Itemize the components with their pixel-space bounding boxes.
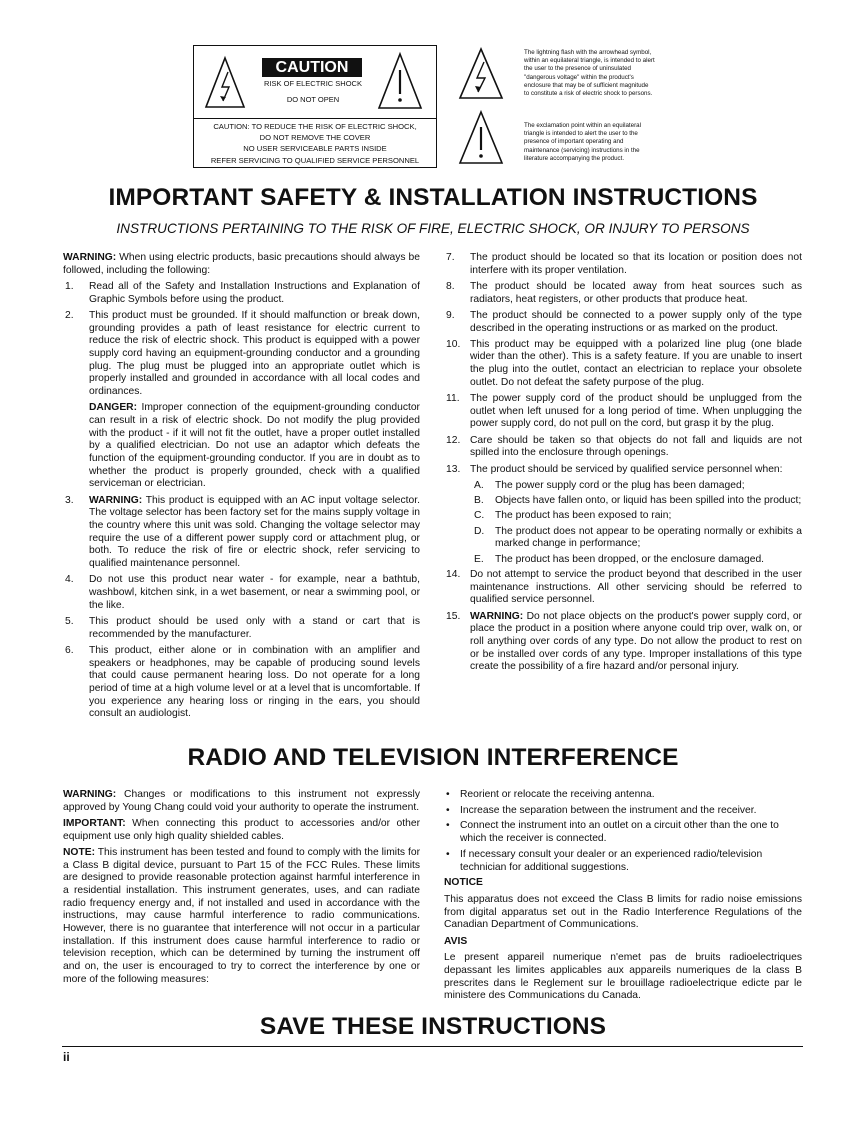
lightning-symbol-description: [524, 49, 684, 98]
safety-left-column: [63, 252, 420, 725]
safety-item: 15. WARNING: Do not place objects on the product's power supply cord, or place the product in a position where anyone could trip over, walk on, or roll anything over cords of any type. Do not allow the product to rest on or be installed over cords of any type. Improper installations of this type create the possibility of a fire hazard and/or personal injury.: [446, 610, 802, 673]
caution-label-top: [194, 46, 436, 119]
lightning-warning-icon: [203, 54, 247, 110]
main-heading: IMPORTANT SAFETY & INSTALLATION INSTRUCTIONS: [108, 184, 758, 211]
avis-text: Le present appareil numerique n'emet pas de bruits radioelectriques depassant les limites applicables aux appareils numeriques de la class B prescrites dans le Reglement sur le brouillage radioelectrique edicte par le ministere des Communications du Canada.: [444, 952, 802, 1002]
symbol-text-line: The lightning flash with the arrowhead symbol,: [524, 49, 652, 56]
exclamation-symbol-icon: [457, 109, 505, 167]
safety-item: 13. The product should be serviced by qualified service personnel when:: [446, 463, 783, 475]
caution-line: REFER SERVICING TO QUALIFIED SERVICE PERSONNEL: [210, 155, 420, 165]
caution-sub-risk: RISK OF ELECTRIC SHOCK: [264, 79, 362, 88]
safety-item: 1. Read all of the Safety and Installation Instructions and Explanation of Graphic Symbols before using the product.: [65, 280, 420, 305]
exclamation-symbol-description: [524, 122, 684, 163]
page-number: ii: [63, 1050, 70, 1064]
safety-item: 2. This product must be grounded. If it should malfunction or break down, grounding provides a path of least resistance for electric current to reduce the risk of electric shock. This product is equipped with a power supply cord having an equipment-grounding conductor and a grounding plug. The plug must be plugged into an appropriate outlet which is properly installed and grounded in accordance with all local codes and ordinances.: [65, 309, 420, 398]
radio-heading: RADIO AND TELEVISION INTERFERENCE: [187, 744, 679, 771]
symbol-text-line: The exclamation point within an equilateral: [524, 122, 641, 129]
safety-subitem: D. The product does not appear to be operating normally or exhibits a marked change in performance;: [474, 525, 802, 550]
symbol-text-line: triangle is intended to alert the user to the: [524, 130, 638, 138]
avis-title: AVIS: [444, 935, 468, 947]
safety-item: 9. The product should be connected to a power supply only of the type described in the operating instructions or as marked on the product.: [446, 309, 802, 334]
safety-item: 6. This product, either alone or in combination with an amplifier and speakers or headphones, may be capable of producing sound levels that could cause permanent hearing loss. Do not operate for a long period of time at a high volume level or at a level that is uncomfortable. If you experience any hearing loss or ringing in the ears, you should consult an audiologist.: [65, 644, 420, 720]
safety-item: 14. Do not attempt to service the product beyond that described in the user maintenance instructions. All other servicing should be referred to qualified service personnel.: [446, 568, 802, 606]
safety-intro: WARNING: When using electric products, basic precautions should always be followed, including the following:: [63, 252, 420, 276]
symbol-text-line: to constitute a risk of electric shock to persons.: [524, 90, 653, 98]
safety-subitem: E. The product has been dropped, or the enclosure damaged.: [474, 553, 765, 565]
symbol-text-line: presence of important operating and: [524, 138, 624, 146]
safety-item: 8. The product should be located away from heat sources such as radiators, heat registers, or other products that produce heat.: [446, 280, 802, 305]
symbol-text-line: the user to the presence of uninsulated: [524, 65, 631, 73]
radio-right-column: [444, 789, 802, 1007]
safety-item: 4. Do not use this product near water - for example, near a bathtub, washbowl, kitchen sink, in a wet basement, or near a swimming pool, or the like.: [65, 574, 420, 611]
lightning-symbol-icon: [457, 46, 505, 102]
safety-item: 10. This product may be equipped with a polarized line plug (one blade wider than the other). This is a safety feature. If you are unable to insert the plug into the outlet, contact an electrician to replace your obsolete outlet. Do not defeat the safety purpose of the plug.: [446, 338, 802, 388]
caution-line: DO NOT REMOVE THE COVER: [259, 133, 371, 143]
sub-heading: INSTRUCTIONS PERTAINING TO THE RISK OF FIRE, ELECTRIC SHOCK, OR INJURY TO PERSONS: [116, 221, 750, 236]
radio-important: IMPORTANT: When connecting this product to accessories and/or other equipment use only high quality shielded cables.: [63, 817, 420, 842]
symbol-text-line: within an equilateral triangle, is intended to alert: [524, 57, 655, 65]
caution-line: NO USER SERVICEABLE PARTS INSIDE: [243, 144, 387, 154]
notice-text: This apparatus does not exceed the Class B limits for radio noise emissions from digital apparatus set out in the Radio Interference Regulations of the Canadian Department of Communications.: [444, 893, 802, 931]
safety-item: 11. The power supply cord of the product should be unplugged from the outlet when left unused for a long period of time. When unplugging the power supply cord, do not pull on the cord, but grasp it by the plug.: [446, 393, 802, 430]
symbol-text-line: literature accompanying the product.: [524, 154, 625, 162]
symbol-text-line: maintenance (servicing) instructions in the: [524, 146, 640, 154]
caution-sub-open: DO NOT OPEN: [286, 95, 340, 104]
safety-right-column: [444, 252, 802, 678]
exclamation-warning-icon: [376, 50, 424, 112]
notice-title: NOTICE: [444, 877, 483, 889]
caution-line: CAUTION: TO REDUCE THE RISK OF ELECTRIC SHOCK,: [213, 122, 417, 131]
measure-item: • If necessary consult your dealer or an experienced radio/television technician for additional suggestions.: [446, 848, 763, 873]
safety-subitem: C. The product has been exposed to rain;: [474, 510, 672, 522]
caution-message: [194, 121, 436, 166]
safety-item: 3. WARNING: This product is equipped with an AC input voltage selector. The voltage selector has been factory set for the mains supply voltage in the country where this unit was sold. Changing the voltage selector may require the use of a different power supply cord or attachment plug, or both. To reduce the risk of fire or electric shock, refer servicing to qualified maintenance personnel.: [65, 494, 420, 570]
safety-item: 12. Care should be taken so that objects do not fall and liquids are not spilled into the enclosure through openings.: [446, 434, 802, 459]
symbol-text-line: enclosure that may be of sufficient magnitude: [524, 81, 649, 89]
symbol-text-line: "dangerous voltage" within the product's: [524, 73, 634, 81]
radio-note: NOTE: This instrument has been tested and found to comply with the limits for a Class B digital device, pursuant to Part 15 of the FCC Rules. These limits are designed to provide reasonable protection against harmful interference in a residential installation. This instrument generates, uses, and can radiate radio frequency energy and, if not installed and used in accordance with the instructions, may cause harmful interference to radio communications. However, there is no guarantee that interference will not occur in a particular installation. If this instrument does cause harmful interference to radio or television reception, which can be determined by turning the instrument off and on, the user is encouraged to try to correct the interference by one or more of the following measures:: [63, 846, 420, 985]
measure-item: • Increase the separation between the instrument and the receiver.: [446, 804, 757, 816]
measure-item: • Connect the instrument into an outlet on a circuit other than the one to which the receiver is connected.: [446, 820, 779, 845]
measure-item: • Reorient or relocate the receiving antenna.: [446, 789, 655, 800]
radio-warning: WARNING: Changes or modifications to this instrument not expressly approved by Young Chang could void your authority to operate the instrument.: [63, 789, 420, 813]
danger-note: DANGER: Improper connection of the equipment-grounding conductor can result in a risk of electric shock. Do not modify the plug provided with the product - if it will not fit the outlet, have a proper outlet installed by a qualified electrician. Do not use an adaptor which defeats the function of the equipment-grounding conductor. If you are in doubt as to whether the product is properly grounded, check with a qualified serviceman or electrician.: [89, 402, 420, 490]
safety-item: 7. The product should be located so that its location or position does not interfere with its proper ventilation.: [446, 252, 802, 276]
safety-subitem: A. The power supply cord or the plug has been damaged;: [474, 479, 745, 491]
caution-label-box: [193, 45, 437, 168]
save-heading: SAVE THESE INSTRUCTIONS: [259, 1013, 607, 1040]
caution-title: CAUTION: [262, 58, 362, 77]
safety-item: 5. This product should be used only with a stand or cart that is recommended by the manufacturer.: [65, 615, 420, 640]
radio-left-column: [63, 789, 420, 990]
footer-rule: [62, 1046, 803, 1047]
safety-subitem: B. Objects have fallen onto, or liquid has been spilled into the product;: [474, 495, 802, 507]
